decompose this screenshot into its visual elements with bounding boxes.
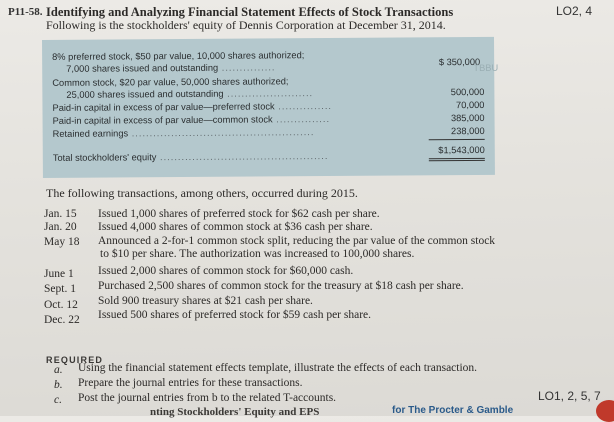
sidebar-title-partial: for The Procter & Gamble [392, 405, 514, 416]
equity-row-label: Paid-in capital in excess of par value—preferred stock ............... [52, 100, 333, 113]
equity-row-amount: 385,000 [450, 112, 485, 124]
transaction-date: Oct. 12 [44, 299, 78, 311]
required-item-text: Post the journal entries from b to the related T-accounts. [78, 392, 337, 404]
transaction-date: June 1 [44, 268, 74, 280]
transactions-intro: The following transactions, among others, occurred during 2015. [46, 186, 358, 200]
equity-row-amount: $ 350,000 [438, 56, 481, 68]
transaction-text: Announced a 2-for-1 common stock split, reducing the par value of the common stock [98, 235, 496, 247]
transaction-date: May 18 [44, 236, 80, 248]
equity-row-label: 25,000 shares issued and outstanding ........................ [66, 88, 314, 100]
transaction-date: Jan. 20 [44, 221, 77, 233]
subtotal-rule [429, 139, 485, 140]
equity-row-label: 8% preferred stock, $50 par value, 10,000 shares authorized; [52, 50, 305, 62]
required-heading: REQUIRED [46, 355, 104, 365]
next-section-title-partial: nting Stockholders' Equity and EPS [150, 406, 320, 418]
total-double-rule [429, 160, 485, 161]
transaction-date: Dec. 22 [44, 314, 80, 326]
equity-row-label: 7,000 shares issued and outstanding ............... [66, 62, 276, 74]
problem-number: P11-58. [8, 6, 43, 18]
ghost-print: TBBU [473, 62, 499, 73]
problem-title: Identifying and Analyzing Financial Statement Effects of Stock Transactions [46, 5, 454, 19]
learning-objectives-tag: LO2, 4 [556, 4, 593, 18]
transaction-text: Issued 2,000 shares of common stock for $60,000 cash. [98, 265, 354, 277]
equity-row-label: Common stock, $20 par value, 50,000 shares authorized; [52, 76, 289, 88]
equity-row-label: Retained earnings ................................................... [52, 127, 315, 139]
stockholders-equity-table [42, 37, 499, 178]
transaction-text: Issued 4,000 shares of common stock at $36 cash per share. [98, 221, 373, 233]
equity-row-amount: 70,000 [455, 99, 485, 111]
transaction-date: Jan. 15 [44, 208, 77, 220]
required-item-text: Prepare the journal entries for these transactions. [78, 377, 303, 389]
transaction-text: Issued 1,000 shares of preferred stock for $62 cash per share. [98, 208, 380, 220]
required-item-letter: a. [54, 364, 63, 376]
equity-total-label: Total stockholders' equity ............................................... [52, 151, 329, 163]
equity-total-amount: $1,543,000 [438, 144, 485, 156]
problem-intro: Following is the stockholders' equity of Dennis Corporation at December 31, 2014. [46, 18, 446, 32]
equity-row-label: Paid-in capital in excess of par value—common stock ............... [52, 113, 331, 126]
equity-row-amount: 500,000 [450, 86, 485, 98]
transaction-text: Issued 500 shares of preferred stock for $59 cash per share. [98, 309, 372, 321]
transaction-text: Sold 900 treasury shares at $21 cash per share. [98, 295, 313, 307]
equity-row-amount: 238,000 [451, 125, 485, 137]
transaction-text: Purchased 2,500 shares of common stock for the treasury at $18 cash per share. [98, 280, 464, 292]
required-item-text: Using the financial statement effects template, illustrate the effects of each transaction. [78, 362, 478, 374]
learning-objectives-tag-next: LO1, 2, 5, 7 [538, 389, 601, 403]
transaction-text-continued: to $10 per share. The authorization was increased to 100,000 shares. [100, 248, 415, 260]
required-item-letter: b. [54, 379, 63, 391]
required-item-letter: c. [54, 394, 62, 406]
red-page-marker [596, 400, 614, 422]
transaction-date: Sept. 1 [44, 283, 76, 295]
